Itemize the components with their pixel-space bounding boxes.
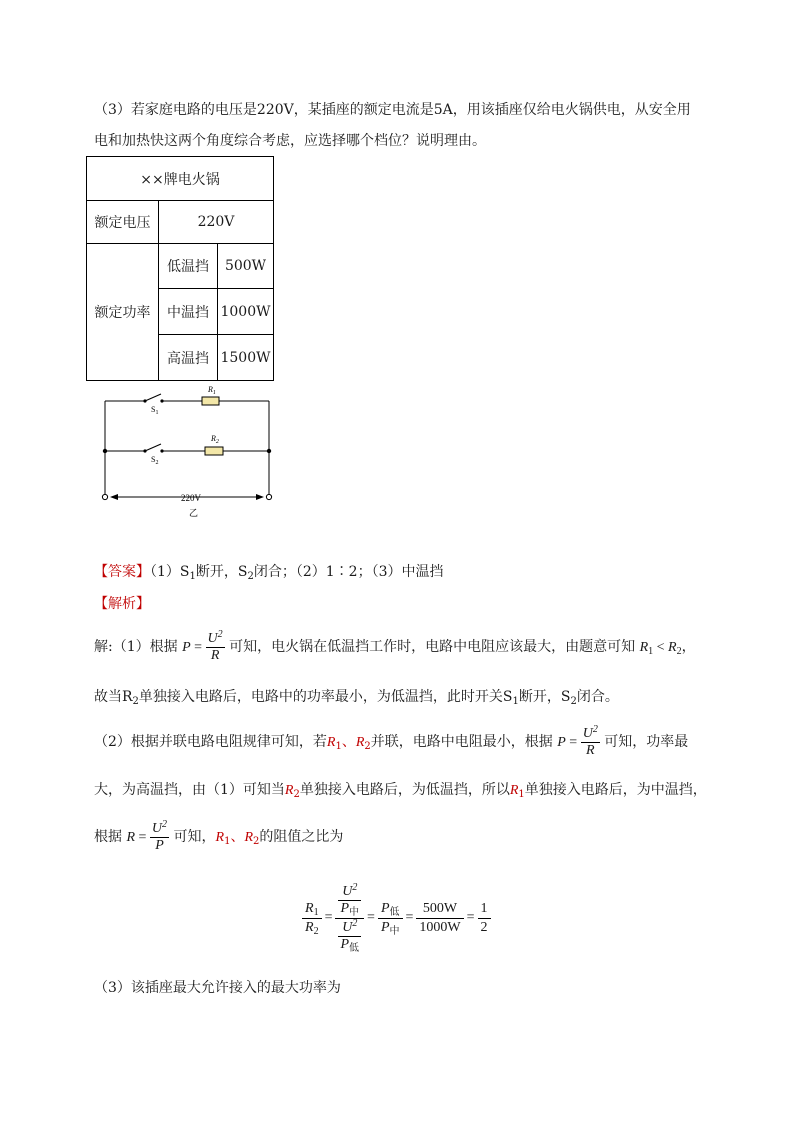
answer-label: 【答案】 [94, 564, 150, 580]
label-s1: $S_1$ [151, 405, 159, 416]
circuit-diagram [95, 380, 285, 520]
terminal-right [266, 494, 271, 499]
switch-s1 [145, 394, 161, 401]
label-r1: $R_1$ [208, 385, 216, 396]
spec-table [86, 156, 274, 381]
analysis-label: 【解析】 [94, 596, 150, 612]
formula-r-u2-p: $\frac{U^2}{P}$ [151, 818, 168, 853]
junction-right [267, 449, 271, 453]
power-label: 额定功率 [87, 244, 159, 381]
resistor-r2 [205, 447, 223, 455]
table-title: ××牌电火锅 [87, 157, 274, 201]
label-r2: $R_2$ [211, 434, 219, 445]
level-low: 低温挡 [159, 244, 218, 289]
analysis-line-2: 故当$R_2$单独接入电路后，电路中的功率最小，为低温挡，此时开关$S_1$断开，$S_2$闭合。 [94, 689, 619, 707]
label-voltage: 220V [181, 493, 201, 503]
level-mid: 中温挡 [159, 289, 218, 335]
label-caption: 乙 [189, 508, 199, 518]
switch-s2 [145, 444, 161, 451]
power-low: 500W [218, 244, 274, 289]
analysis-line-3: （2）根据并联电路电阻规律可知，若$R_1$、$R_2$并联，电路中电阻最小，根据 P = $\frac{U^2}{R}$ 可知，功率最 [94, 723, 689, 758]
resistor-r1 [202, 397, 219, 405]
power-mid: 1000W [218, 289, 274, 335]
ratio-formula: $\frac{R_1}{R_2}$ = $\frac{\frac{U^2}{P_中}}{\frac{U^2}{P_低}}$ = $\frac{P_低}{P_中}$ = $\frac{500W}{1000W}$ = $\frac{1}{2}$ [302, 872, 491, 964]
question-line-1: （3）若家庭电路的电压是220V，某插座的额定电流是5A，用该插座仅给电火锅供电，从安全用 [94, 102, 691, 118]
formula-p-u2-r: $\frac{U^2}{R}$ [207, 628, 223, 663]
analysis-line-1: 解:（1）根据 P = $\frac{U^2}{R}$ 可知，电火锅在低温挡工作时，电路中电阻应该最大，由题意可知 $R_1 < R_2$， [94, 628, 696, 663]
formula-p-u2-r-2: $\frac{U^2}{R}$ [582, 723, 598, 758]
level-high: 高温挡 [159, 335, 218, 381]
question-line-2: 电和加热快这两个角度综合考虑，应选择哪个档位？说明理由。 [94, 133, 486, 149]
analysis-line-5: 根据 R = $\frac{U^2}{P}$ 可知，$R_1$、$R_2$的阻值之比为 [94, 818, 344, 853]
junction-left [103, 449, 107, 453]
voltage-value: 220V [159, 201, 274, 244]
analysis-line-6: （3）该插座最大允许接入的最大功率为 [94, 980, 341, 996]
terminal-left [102, 494, 107, 499]
label-s2: $S_2$ [151, 455, 159, 466]
answer-line: 【答案】$(1)S_1$断开，$S_2$闭合；（2）1∶2；（3）中温挡 [94, 564, 444, 582]
analysis-line-4: 大，为高温挡，由（1）可知当$R_2$单独接入电路后，为低温挡，所以$R_1$单独接入电路后，为中温挡， [94, 782, 707, 800]
power-high: 1500W [218, 335, 274, 381]
voltage-label: 额定电压 [87, 201, 159, 244]
